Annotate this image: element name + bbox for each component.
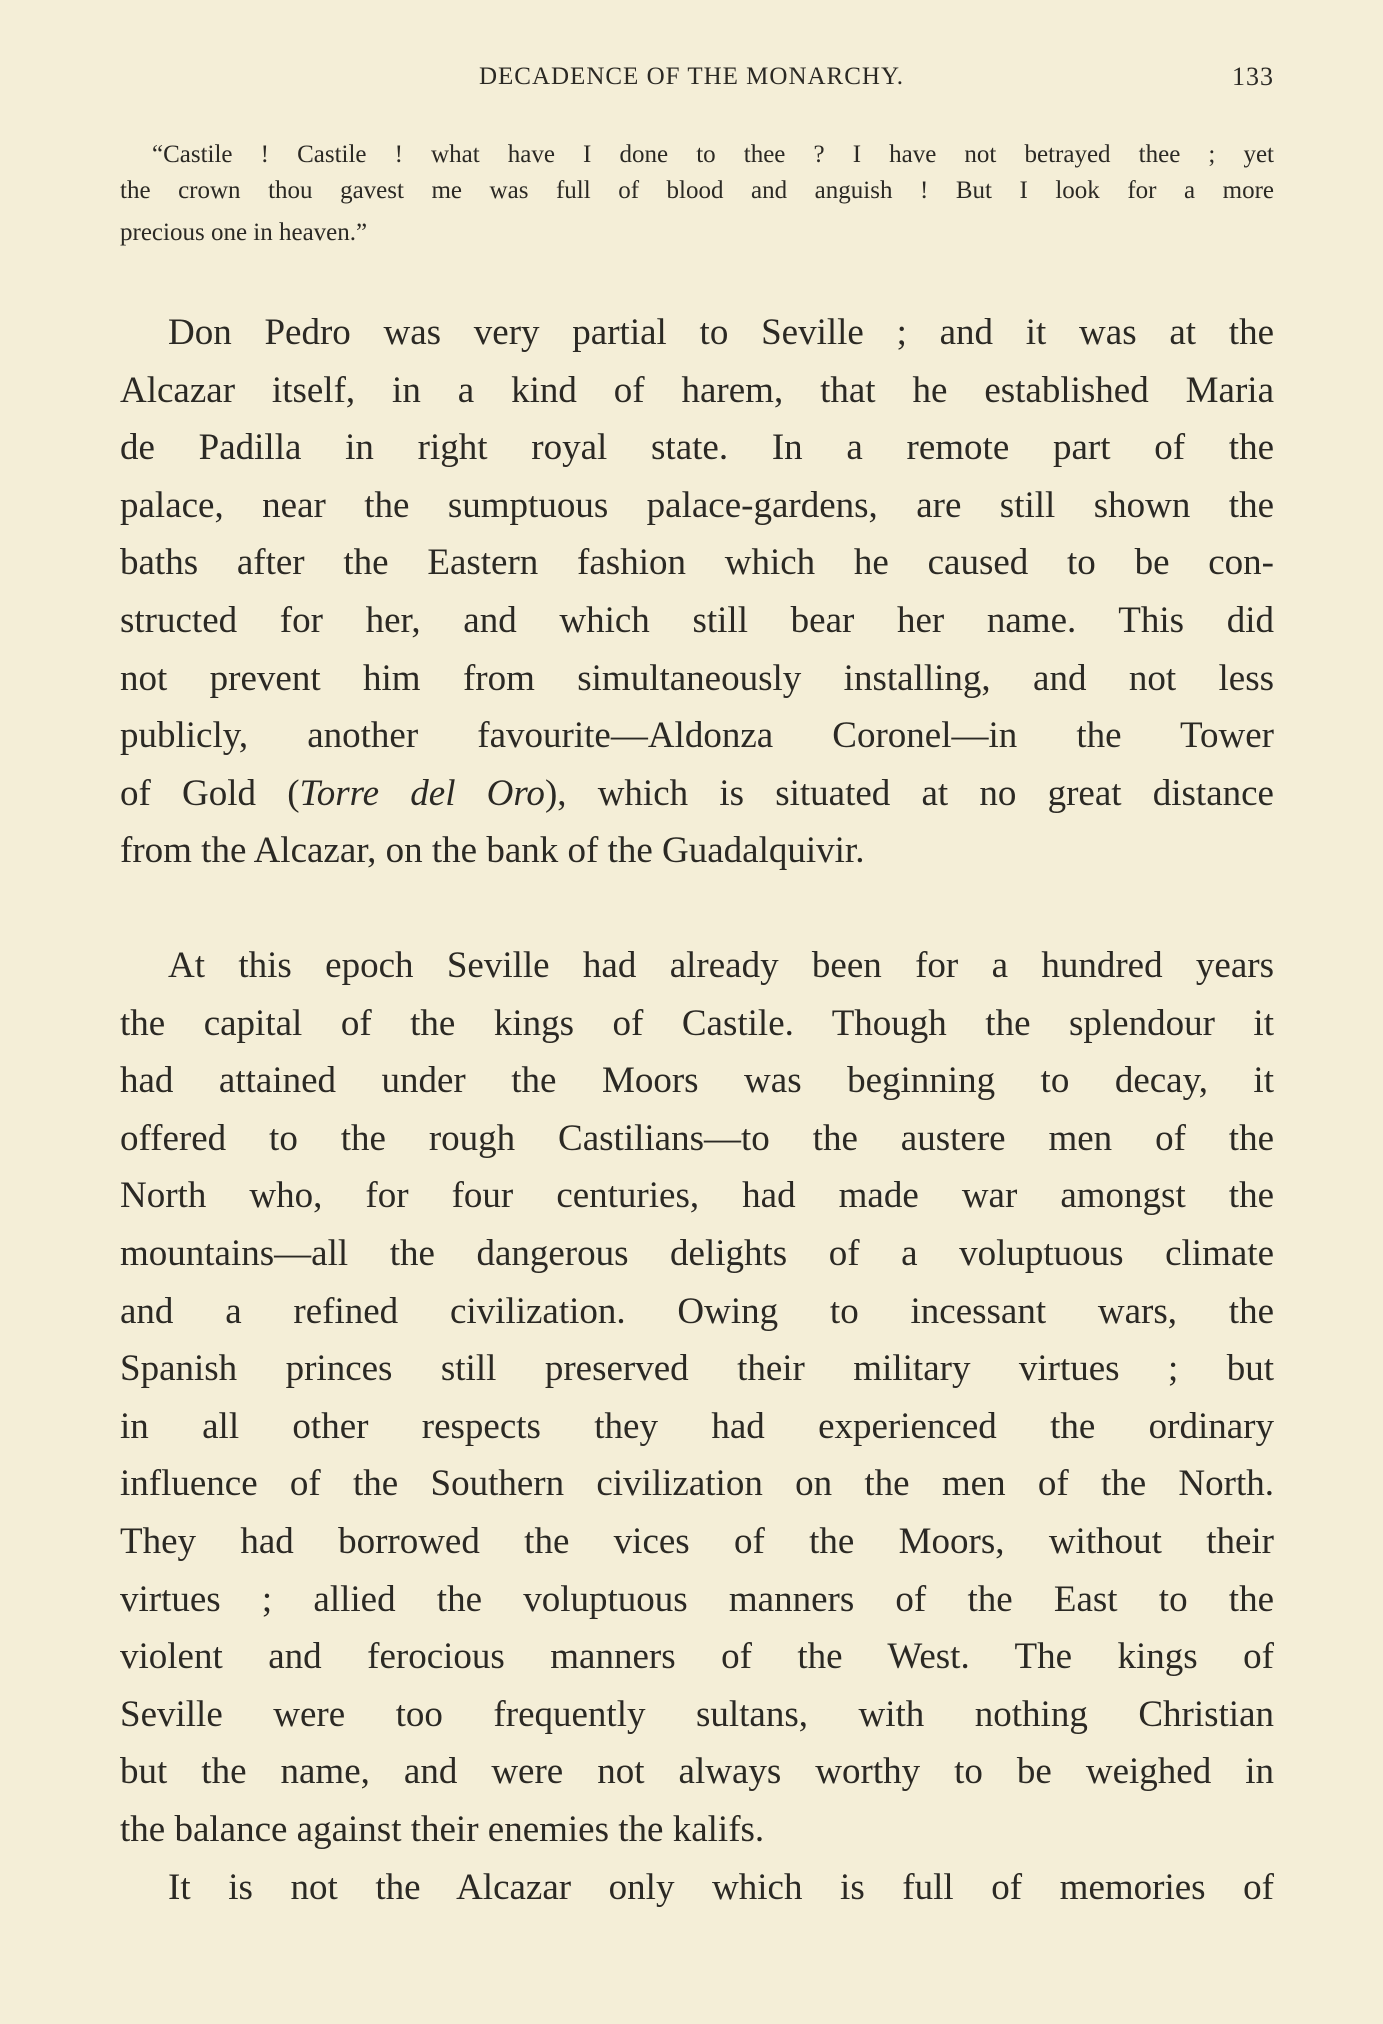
paragraph-line: offered to the rough Castilians—to the austere men of the (120, 1117, 1274, 1159)
paragraph-line: Spanish princes still preserved their military virtues ; but (120, 1348, 1274, 1390)
paragraph-line: the capital of the kings of Castile. Though the splendour it (120, 1002, 1274, 1044)
quote-line: “Castile ! Castile ! what have I done to thee ? I have not betrayed thee ; yet (152, 141, 1274, 168)
paragraph-line: influence of the Southern civilization on the men of the North. (120, 1463, 1274, 1505)
paragraph-line: and a refined civilization. Owing to incessant wars, the (120, 1290, 1274, 1332)
paragraph-line: Don Pedro was very partial to Seville ; and it was at the (168, 312, 1274, 353)
paragraph-line: de Padilla in right royal state. In a remote part of the (120, 427, 1274, 469)
paragraph-line: the balance against their enemies the kalifs. (120, 1809, 765, 1850)
paragraph-line: structed for her, and which still bear her name. This did (120, 600, 1274, 641)
text-segment: of Gold ( (120, 772, 300, 814)
paragraph-line: not prevent him from simultaneously installing, and not less (120, 657, 1274, 699)
paragraph-line: They had borrowed the vices of the Moors, without their (120, 1521, 1274, 1562)
paragraph-line (120, 765, 1274, 823)
running-title: DECADENCE OF THE MONARCHY. (478, 63, 905, 90)
paragraph-line: mountains—all the dangerous delights of a voluptuous climate (120, 1233, 1274, 1274)
paragraph-line: It is not the Alcazar only which is full of memories of (168, 1866, 1274, 1908)
page-number: 133 (1232, 62, 1274, 91)
paragraph-line: in all other respects they had experienced the ordinary (120, 1405, 1274, 1447)
paragraph-line: virtues ; allied the voluptuous manners of the East to the (120, 1578, 1274, 1620)
paragraph-line: but the name, and were not always worthy to be weighed in (120, 1751, 1274, 1793)
paragraph-line: from the Alcazar, on the bank of the Guadalquivir. (120, 830, 865, 872)
paragraph-line: palace, near the sumptuous palace-gardens, are still shown the (120, 484, 1274, 526)
paragraph-line: baths after the Eastern fashion which he caused to be con- (120, 542, 1274, 584)
paragraph-line: publicly, another favourite—Aldonza Coronel—in the Tower (120, 715, 1274, 757)
paragraph-line: Alcazar itself, in a kind of harem, that he established Maria (120, 369, 1274, 411)
text-segment: ), which is situated at no great distance (544, 772, 1274, 814)
italic-text: Torre del Oro (299, 772, 545, 814)
quote-line: precious one in heaven.” (120, 219, 368, 246)
paragraph-line: North who, for four centuries, had made war amongst the (120, 1175, 1274, 1217)
quote-line: the crown thou gavest me was full of blood and anguish ! But I look for a more (120, 177, 1274, 204)
paragraph-line: violent and ferocious manners of the West. The kings of (120, 1636, 1274, 1678)
paragraph-line: At this epoch Seville had already been for a hundred years (168, 945, 1274, 986)
paragraph-line: had attained under the Moors was beginning to decay, it (120, 1060, 1274, 1102)
paragraph-line: Seville were too frequently sultans, with nothing Christian (120, 1693, 1274, 1735)
